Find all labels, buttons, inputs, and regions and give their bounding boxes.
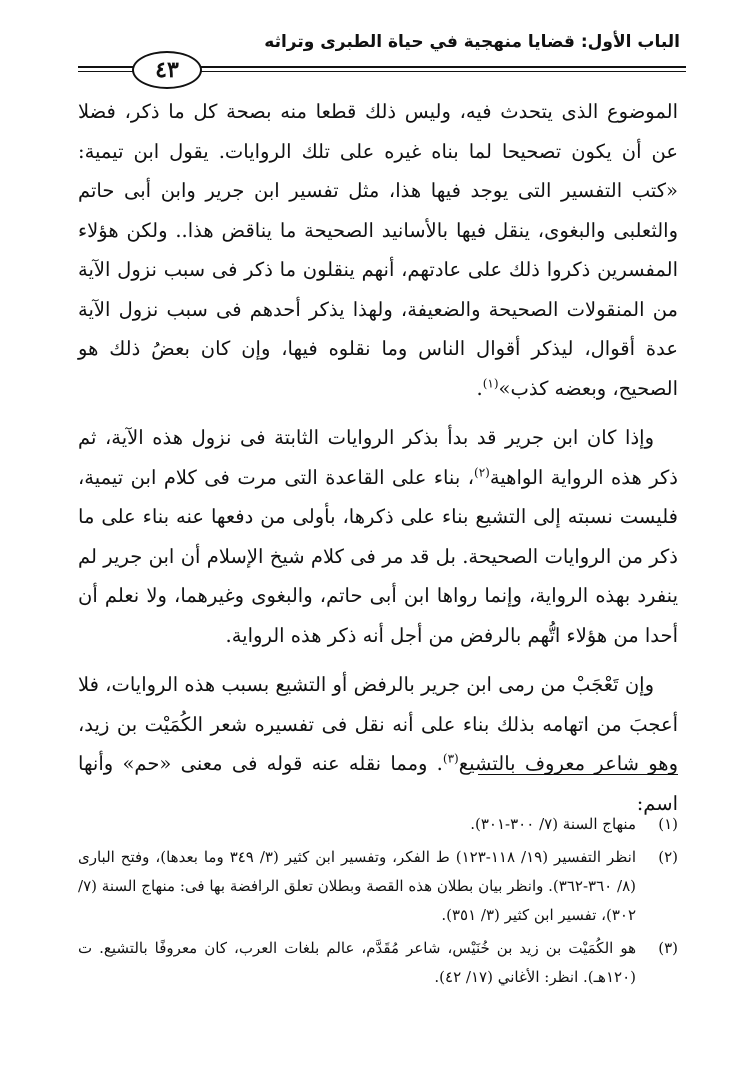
paragraph-text: . ومما نقله عنه قوله فى معنى «حم» وأنها اسم: bbox=[78, 752, 678, 815]
footnotes bbox=[78, 810, 678, 996]
footnote-mark: (١) bbox=[482, 376, 499, 390]
footnote-mark: (٣) bbox=[442, 751, 459, 766]
paragraph-text: وإذا كان ابن جرير قد بدأ بذكر الروايات الثابتة فى نزول هذه الآية، ثم ذكر هذه الرواية الواهية bbox=[78, 426, 678, 489]
footnote-number: (٢) bbox=[658, 848, 678, 866]
page-number: ٤٣ bbox=[132, 51, 202, 89]
chapter-title: الباب الأول: قضايا منهجية في حياة الطبرى وتراثه bbox=[264, 32, 680, 52]
footnote-mark: (٢) bbox=[474, 465, 490, 479]
paragraph-text: الموضوع الذى يتحدث فيه، وليس ذلك قطعا منه بصحة كل ما ذكر، فضلا عن أن يكون تصحيحا لما بناه غيره على تلك الروايات. يقول ابن تيمية: «كتب التفسير التى يوجد فيها هذا، مثل تفسير ابن جرير وابن أبى حاتم والثعلبى والبغوى، ينقل فيها بالأسانيد الصحيحة ما يناقض هذا.. ولكن هؤلاء المفسرين ذكروا ذلك على عادتهم، أنهم ينقلون ما ذكر فى سبب نزول الآية من المنقولات الصحيحة والضعيفة، ولهذا يذكر أحدهم فى سبب نزول الآية عدة أقوال، ليذكر أقوال الناس وما نقلوه فيها، وإن كان بعضُ ذلك هو الصحيح، وبعضه كذب» bbox=[78, 100, 678, 400]
footnote bbox=[78, 810, 678, 839]
footnote bbox=[78, 843, 678, 930]
footnote-text: انظر التفسير (١٩/ ١١٨-١٢٣) ط الفكر، وتفسير ابن كثير (٣/ ٣٤٩ وما بعدها)، وفتح البارى (٨/ ٣٦٠-٣٦٢). وانظر بيان بطلان هذه القصة وبطلان تعلق الرافضة بها فى: منهاج السنة (٧/ ٣٠٢)، تفسير ابن كثير (٣/ ٣٥١). bbox=[78, 848, 637, 924]
footnote-text: هو الكُمَيْت بن زيد بن خُنَيْس، شاعر مُقَدَّم، عالم بلغات العرب، كان معروفًا بالتشيع. ت (١٢٠هـ). انظر: الأغاني (١٧/ ٤٢). bbox=[78, 939, 636, 986]
footnote-text: منهاج السنة (٧/ ٣٠٠-٣٠١). bbox=[470, 815, 636, 833]
paragraph bbox=[78, 418, 678, 655]
paragraph: الموضوع الذى يتحدث فيه، وليس ذلك قطعا منه بصحة كل ما ذكر، فضلا عن أن يكون تصحيحا لما بناه غيره على تلك الروايات. يقول ابن تيمية: «كتب التفسير التى يوجد فيها هذا، مثل تفسير ابن جرير وابن أبى حاتم والثعلبى والبغوى، ينقل فيها بالأسانيد الصحيحة ما يناقض هذا.. ولكن هؤلاء المفسرين ذكروا ذلك على عادتهم، أنهم ينقلون ما ذكر فى سبب نزول الآية من المنقولات الصحيحة والضعيفة، ولهذا يذكر أحدهم فى سبب نزول الآية عدة أقوال، ليذكر أقوال الناس وما نقلوه فيها، وإن كان بعضُ ذلك هو الصحيح، وبعضه كذب»$^{(١)}$. bbox=[78, 100, 678, 400]
paragraph-text: ، بناء على القاعدة التى مرت فى كلام ابن تيمية، فليست نسبته إلى التشيع بناء على ذكرها، بأولى من دفعها عنه بناء على ما ذكر من الروايات الصحيحة. بل قد مر فى كلام شيخ الإسلام أن ابن جرير لم ينفرد بهذه الرواية، وإنما رواها ابن أبى حاتم، والبغوى وغيرهما، ولا نعلم أن أحدا من هؤلاء اتُّهم بالرفض من أجل أنه ذكر هذه الرواية. bbox=[78, 465, 678, 647]
footnote-number: (١) bbox=[658, 815, 678, 833]
paragraph bbox=[78, 665, 678, 823]
footnote bbox=[78, 934, 678, 992]
footnote-separator bbox=[478, 774, 678, 775]
footnote-number: (٣) bbox=[658, 939, 678, 957]
running-header bbox=[78, 18, 686, 82]
main-text bbox=[78, 92, 678, 823]
paragraph-text: وإن تَعْجَبْ من رمى ابن جرير بالرفض أو التشيع بسبب هذه الروايات، فلا أعجبَ من اتهامه بذلك بناء على أنه نقل فى تفسيره شعر الكُمَيْت بن زيد، وهو شاعر معروف بالتشيع bbox=[78, 673, 679, 775]
